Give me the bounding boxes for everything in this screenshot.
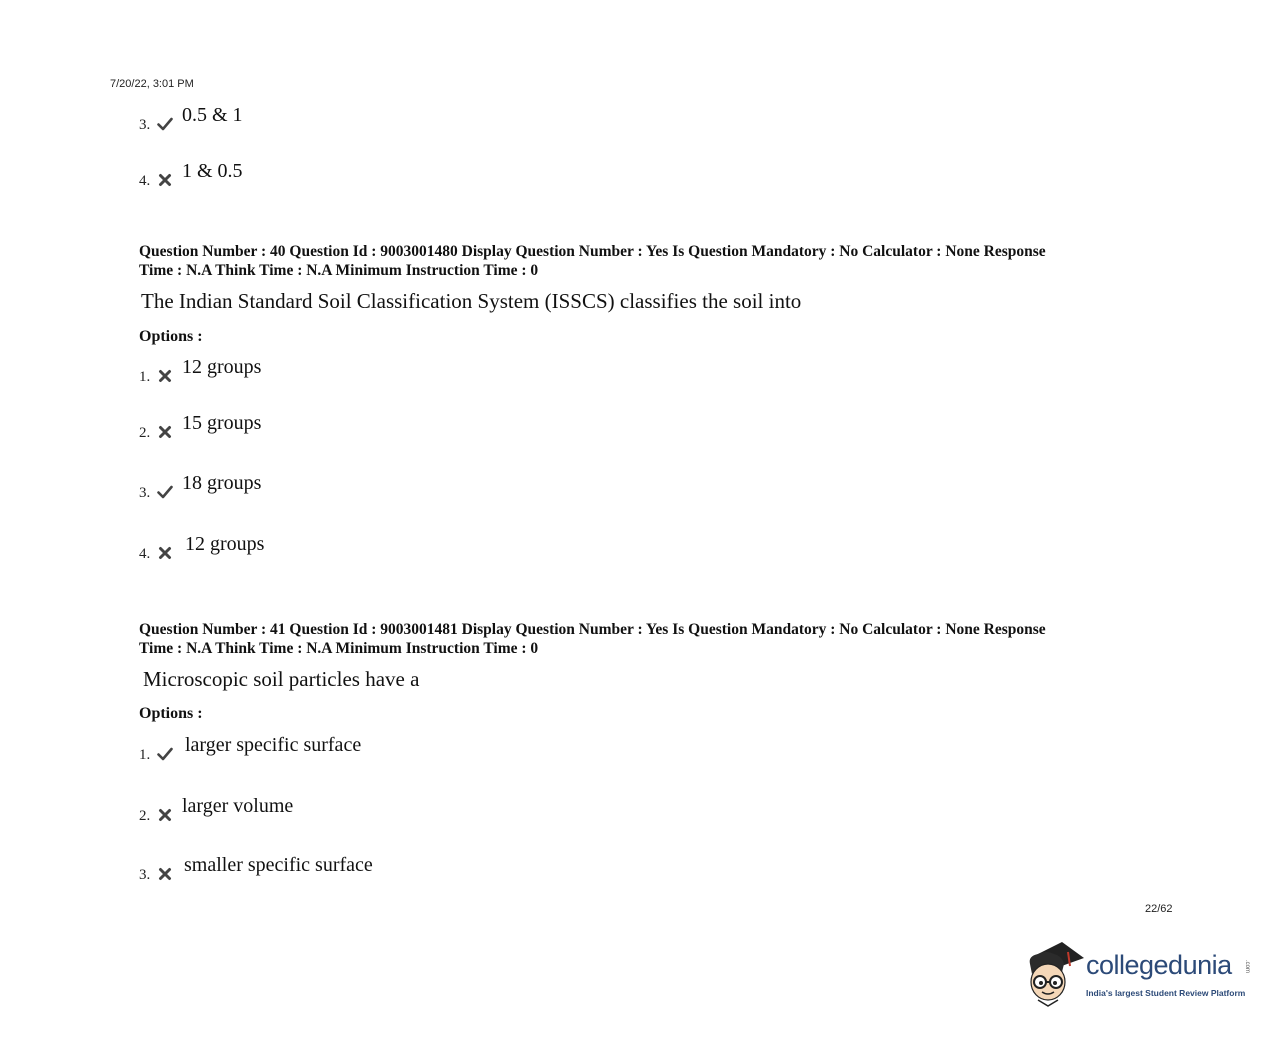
cross-icon	[157, 546, 173, 560]
option-number: 3.	[139, 867, 151, 883]
question-text: The Indian Standard Soil Classification System (ISSCS) classifies the soil into	[141, 289, 802, 313]
question-text: Microscopic soil particles have a	[143, 667, 420, 691]
option-text: 12 groups	[185, 533, 265, 555]
option-number: 1.	[139, 747, 151, 763]
brand-suffix: .com	[1244, 960, 1250, 974]
question-meta-line: Question Number : 40 Question Id : 9003001480 Display Question Number : Yes Is Question Mandatory : No Calculator : None Response	[139, 243, 1046, 260]
checkmark-icon	[157, 117, 173, 131]
option-text: larger volume	[182, 795, 294, 817]
checkmark-icon	[157, 747, 173, 761]
option-number: 4.	[139, 546, 151, 562]
option-number: 2.	[139, 425, 151, 441]
option-text: 0.5 & 1	[182, 104, 243, 126]
cross-icon	[157, 369, 173, 383]
option-number: 3.	[139, 485, 151, 501]
student-mascot-icon	[1024, 938, 1084, 1010]
cross-icon	[157, 867, 173, 881]
option-text: smaller specific surface	[184, 854, 373, 876]
options-label: Options :	[139, 328, 203, 345]
question-meta	[139, 620, 1169, 658]
print-timestamp: 7/20/22, 3:01 PM	[110, 78, 194, 90]
checkmark-icon	[157, 485, 173, 499]
collegedunia-logo	[1024, 938, 1264, 1010]
option-text: 1 & 0.5	[182, 160, 243, 182]
option-text: 12 groups	[182, 356, 262, 378]
option-number: 2.	[139, 808, 151, 824]
cross-icon	[157, 173, 173, 187]
option-number: 1.	[139, 369, 151, 385]
question-meta-line: Time : N.A Think Time : N.A Minimum Instruction Time : 0	[139, 640, 539, 657]
brand-tagline: India's largest Student Review Platform	[1086, 988, 1246, 998]
question-meta-line: Question Number : 41 Question Id : 9003001481 Display Question Number : Yes Is Question Mandatory : No Calculator : None Response	[139, 621, 1046, 638]
question-meta-line: Time : N.A Think Time : N.A Minimum Instruction Time : 0	[139, 262, 539, 279]
brand-name: collegedunia	[1086, 950, 1232, 980]
option-number: 4.	[139, 173, 151, 189]
question-meta	[139, 242, 1169, 280]
options-label: Options :	[139, 705, 203, 722]
option-text: larger specific surface	[185, 734, 362, 756]
cross-icon	[157, 425, 173, 439]
option-text: 18 groups	[182, 472, 262, 494]
cross-icon	[157, 808, 173, 822]
option-number: 3.	[139, 117, 151, 133]
page-number: 22/62	[1145, 903, 1173, 915]
option-text: 15 groups	[182, 412, 262, 434]
